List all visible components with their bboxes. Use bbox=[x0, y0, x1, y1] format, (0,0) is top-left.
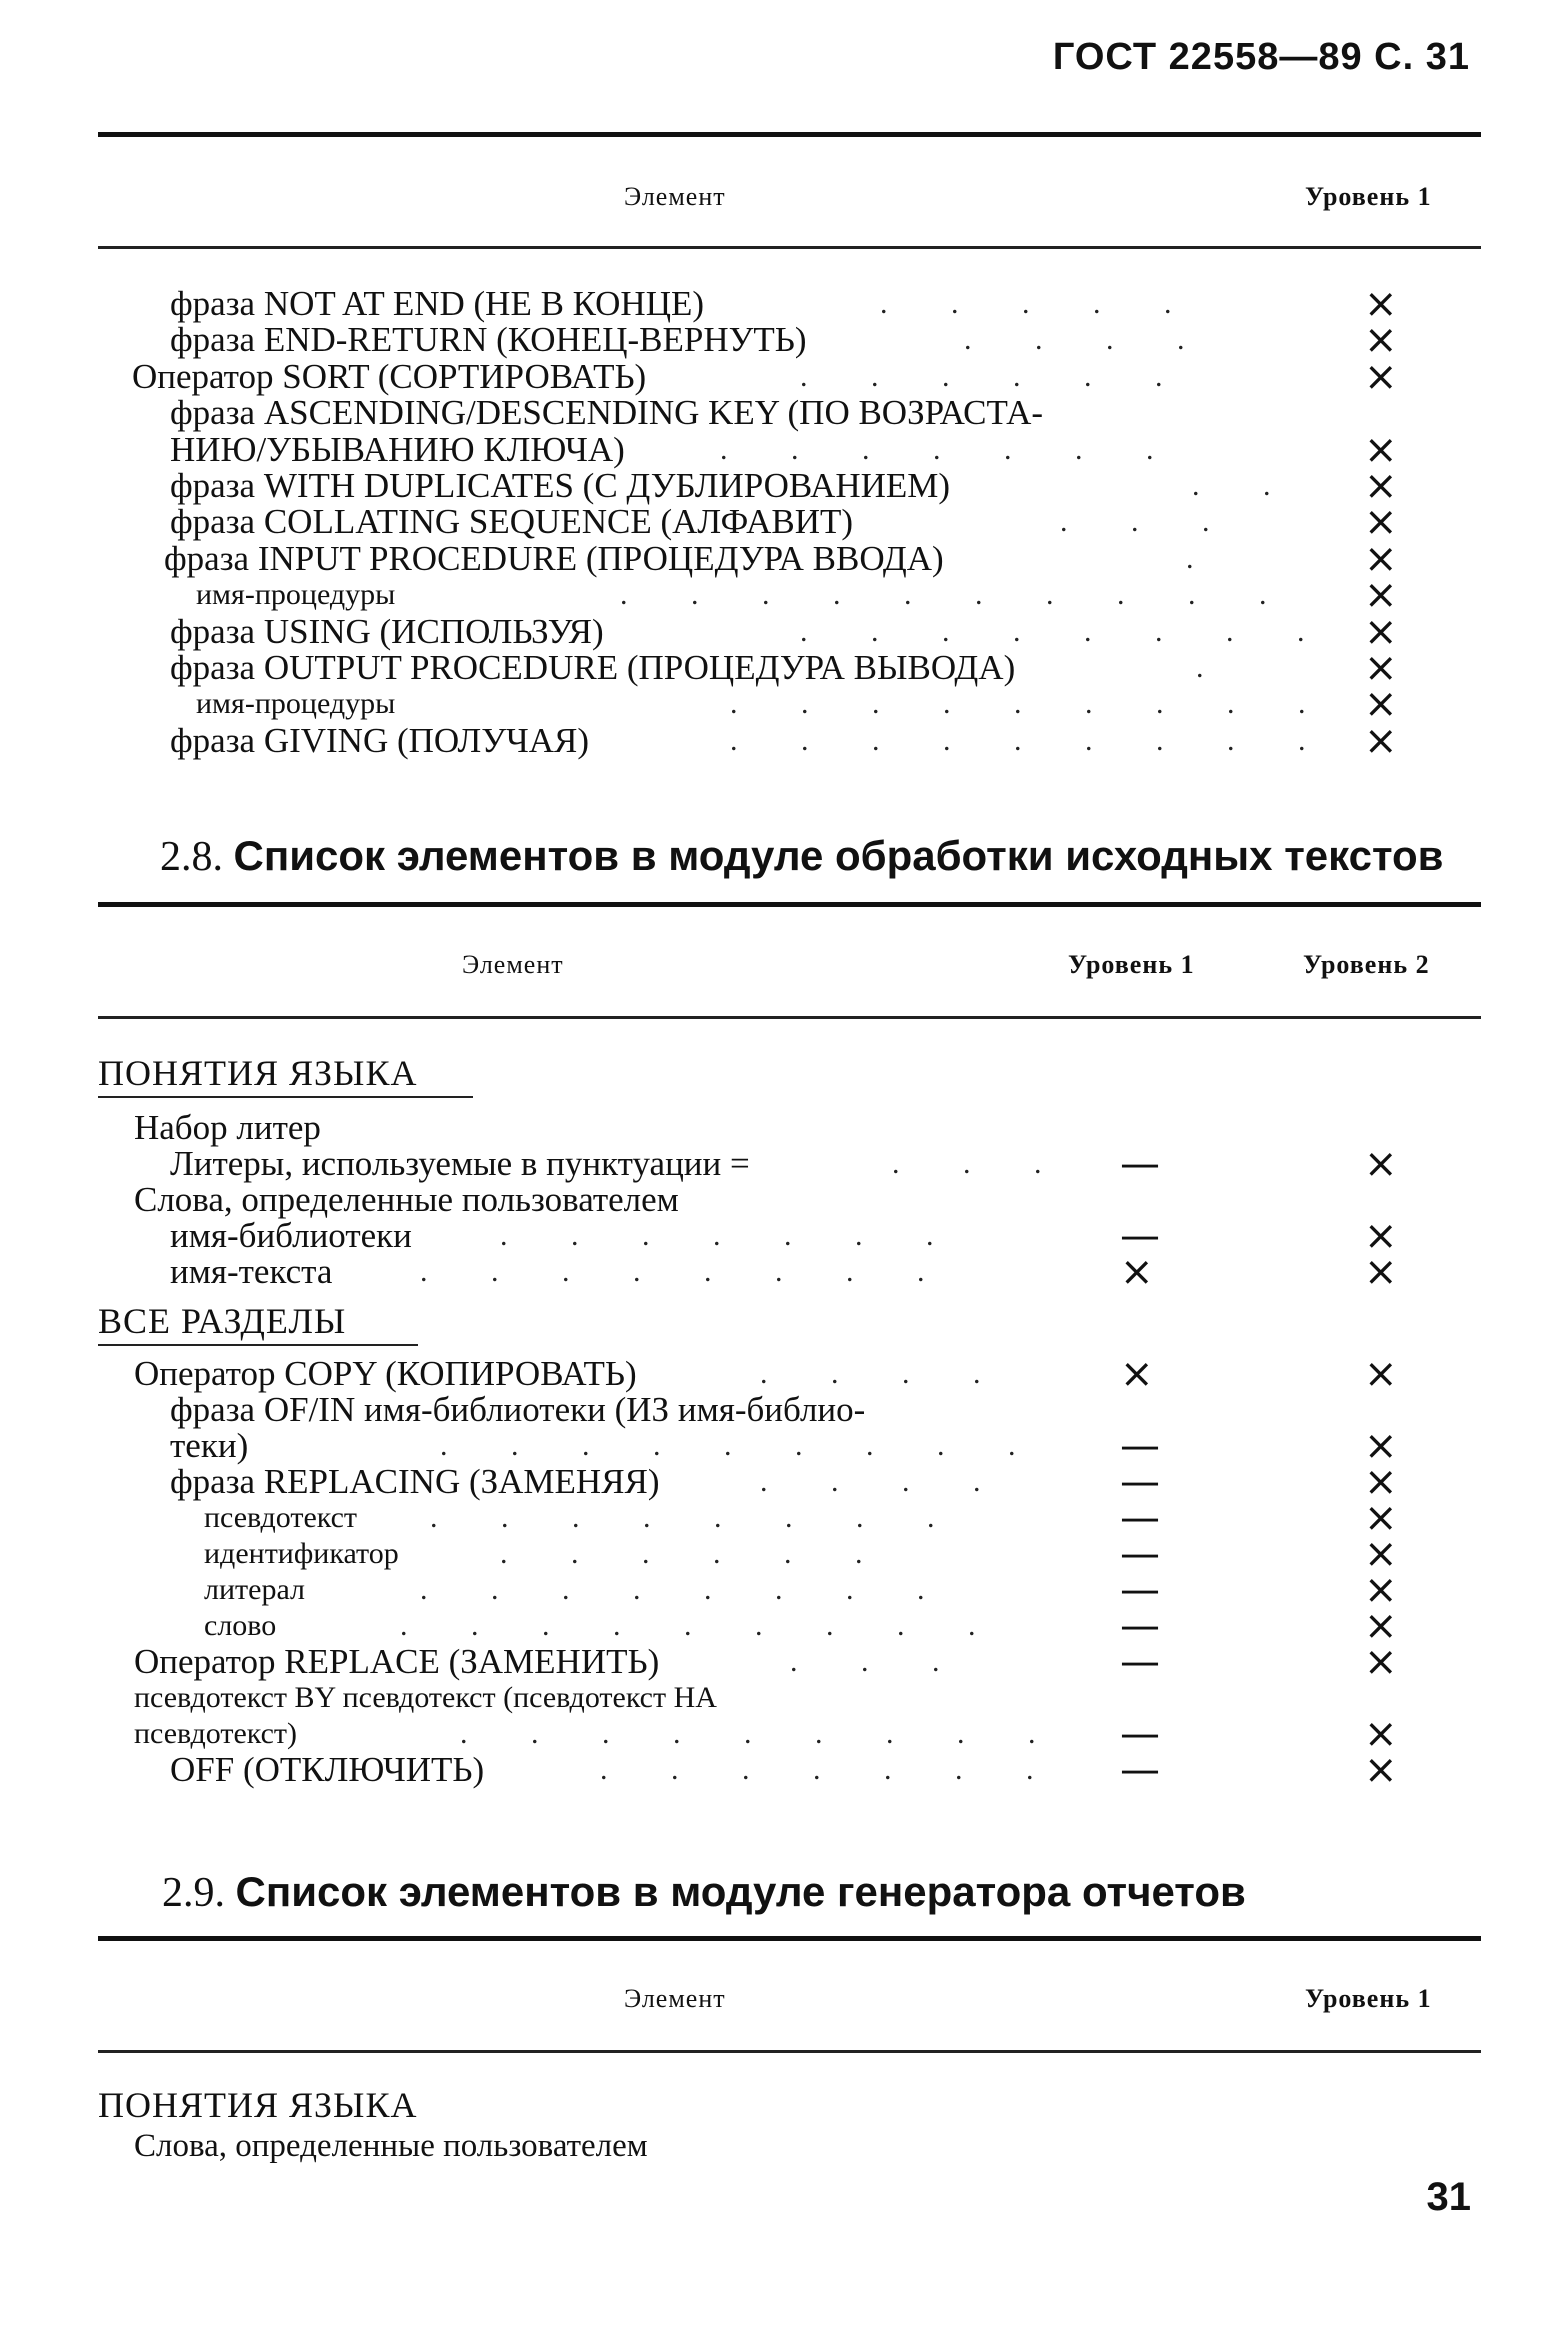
level1-mark: — bbox=[1120, 1141, 1160, 1187]
level2-mark: × bbox=[1364, 1213, 1398, 1259]
table-row bbox=[0, 535, 1566, 582]
leader-dots: . . . . . bbox=[880, 287, 1200, 320]
level2-mark: × bbox=[1364, 1747, 1398, 1793]
level1-mark: × bbox=[1120, 1249, 1154, 1295]
table2-top-rule bbox=[98, 902, 1481, 907]
table1-col-element: Элемент bbox=[624, 182, 726, 211]
table2-col-element: Элемент bbox=[462, 950, 564, 979]
row-label: фраза OF/IN имя-библиотеки (ИЗ имя-библио- bbox=[170, 1390, 866, 1429]
row-label: имя-текста bbox=[170, 1252, 333, 1291]
table-row bbox=[0, 1392, 1566, 1428]
leader-dots: . . . . . . bbox=[800, 359, 1191, 393]
page-number: 31 bbox=[1426, 2175, 1471, 2219]
row-label: Оператор COPY (КОПИРОВАТЬ) bbox=[134, 1354, 637, 1393]
section-2-9-number: 2.9. bbox=[162, 1870, 225, 1916]
level2-mark: × bbox=[1364, 1249, 1398, 1295]
row-label: Оператор REPLACE (ЗАМЕНИТЬ) bbox=[134, 1642, 660, 1681]
leader-dots: . . . . . . . . . bbox=[440, 1429, 1044, 1462]
table-row bbox=[0, 681, 1566, 728]
table1-header-rule bbox=[98, 246, 1481, 249]
page-header: ГОСТ 22558—89 С. 31 bbox=[1052, 36, 1470, 78]
level1-mark: × bbox=[1364, 535, 1398, 582]
row-label: фраза USING (ИСПОЛЬЗУЯ) bbox=[170, 611, 604, 651]
level1-mark: — bbox=[1120, 1213, 1160, 1259]
table2-col-level2: Уровень 2 bbox=[1303, 950, 1430, 979]
section-2-8-title bbox=[160, 832, 1443, 881]
row-label: фраза END-RETURN (КОНЕЦ-ВЕРНУТЬ) bbox=[170, 320, 807, 360]
leader-dots: . . . . . . . . . bbox=[730, 723, 1334, 757]
row-label: Набор литер bbox=[134, 1108, 321, 1147]
level1-mark: — bbox=[1120, 1567, 1160, 1613]
leader-dots: . . . . bbox=[964, 323, 1213, 357]
table-row bbox=[0, 1680, 1566, 1716]
section-2-8-heading: Список элементов в модуле обработки исходных текстов bbox=[233, 832, 1444, 879]
level1-mark: × bbox=[1364, 645, 1398, 691]
level1-mark: × bbox=[1364, 463, 1398, 509]
level2-mark: × bbox=[1364, 1711, 1398, 1757]
row-label: OFF (ОТКЛЮЧИТЬ) bbox=[170, 1750, 485, 1789]
row-label: фраза NOT AT END (НЕ В КОНЦЕ) bbox=[170, 284, 705, 323]
level1-mark: — bbox=[1120, 1423, 1160, 1469]
section-2-8-number: 2.8. bbox=[160, 834, 223, 880]
table-row bbox=[0, 281, 1566, 327]
level1-mark: — bbox=[1120, 1459, 1160, 1505]
level1-mark: — bbox=[1120, 1747, 1160, 1793]
table-row bbox=[0, 1639, 1566, 1685]
table-row bbox=[0, 717, 1566, 764]
level2-mark: × bbox=[1364, 1603, 1398, 1649]
table2-col-level1: Уровень 1 bbox=[1068, 950, 1195, 979]
table2-header-rule bbox=[98, 1016, 1481, 1019]
level1-mark: × bbox=[1364, 608, 1398, 655]
table-row bbox=[0, 463, 1566, 509]
leader-dots: . . . . . . . bbox=[600, 1753, 1062, 1786]
leader-dots: . . . . . . . . . bbox=[730, 687, 1334, 721]
leader-dots: . . . bbox=[892, 1147, 1070, 1180]
row-label: фраза OUTPUT PROCEDURE (ПРОЦЕДУРА ВЫВОДА) bbox=[170, 648, 1016, 687]
level1-mark: — bbox=[1120, 1639, 1160, 1685]
table-row bbox=[0, 1110, 1566, 1146]
level2-mark: × bbox=[1364, 1567, 1398, 1613]
table3-col-level1: Уровень 1 bbox=[1305, 1984, 1432, 2013]
row-label: фраза WITH DUPLICATES (С ДУБЛИРОВАНИЕМ) bbox=[170, 466, 951, 505]
row-label: литерал bbox=[204, 1573, 306, 1606]
level1-mark: × bbox=[1364, 681, 1398, 728]
row-label: фраза GIVING (ПОЛУЧАЯ) bbox=[170, 720, 589, 760]
row-label: фраза COLLATING SEQUENCE (АЛФАВИТ) bbox=[170, 502, 854, 542]
leader-dots: . . . . bbox=[760, 1465, 1009, 1498]
section-2-9-title bbox=[162, 1868, 1246, 1917]
category-language-concepts: ПОНЯТИЯ ЯЗЫКА bbox=[98, 2085, 418, 2125]
row-label: теки) bbox=[170, 1426, 249, 1465]
table-row bbox=[0, 1351, 1566, 1397]
level2-mark: × bbox=[1364, 1351, 1398, 1397]
level1-mark: × bbox=[1364, 499, 1398, 546]
table-row bbox=[0, 1459, 1566, 1505]
leader-dots: . . . bbox=[1060, 505, 1238, 539]
table3-header-rule bbox=[98, 2050, 1481, 2053]
table-row bbox=[0, 317, 1566, 364]
table-row bbox=[0, 1141, 1566, 1187]
section-2-9-heading: Список элементов в модуле генератора отчетов bbox=[235, 1868, 1246, 1915]
row-label: имя-процедуры bbox=[196, 687, 396, 721]
leader-dots: . . . . . . . . bbox=[420, 1573, 953, 1606]
table1-col-level1: Уровень 1 bbox=[1305, 182, 1432, 211]
level1-mark: × bbox=[1364, 353, 1398, 400]
leader-dots: . . . . . . . . . bbox=[460, 1717, 1064, 1750]
level2-mark: × bbox=[1364, 1495, 1398, 1541]
leader-dots: . . . . . . . . bbox=[430, 1501, 963, 1534]
level1-mark: × bbox=[1364, 426, 1398, 473]
category-language-concepts: ПОНЯТИЯ ЯЗЫКА bbox=[98, 1053, 418, 1093]
level1-mark: × bbox=[1364, 317, 1398, 364]
row-label: слово bbox=[204, 1609, 277, 1642]
leader-dots: . . . . . . . . . bbox=[400, 1609, 1004, 1642]
level1-mark: × bbox=[1120, 1351, 1154, 1397]
leader-dots: . . . . . . bbox=[500, 1537, 891, 1570]
leader-dots: . . . . . . . bbox=[500, 1219, 962, 1252]
row-label: Слова, определенные пользователем bbox=[134, 1180, 679, 1219]
level2-mark: × bbox=[1364, 1141, 1398, 1187]
table-row bbox=[0, 1495, 1566, 1541]
table-row bbox=[0, 1603, 1566, 1649]
leader-dots: . . . . bbox=[760, 1357, 1009, 1390]
level1-mark: — bbox=[1120, 1603, 1160, 1649]
category-underline bbox=[98, 1344, 418, 1346]
level2-mark: × bbox=[1364, 1531, 1398, 1577]
table-row bbox=[0, 1249, 1566, 1295]
leader-dots: . bbox=[1196, 651, 1232, 684]
table-row bbox=[0, 1747, 1566, 1793]
row-label: фраза ASCENDING/DESCENDING KEY (ПО ВОЗРАСТА- bbox=[170, 393, 1044, 433]
leader-dots: . . . . . . . . bbox=[420, 1255, 953, 1288]
row-label: имя-библиотеки bbox=[170, 1216, 412, 1255]
row-label: псевдотекст bbox=[204, 1501, 358, 1534]
table-row bbox=[0, 1423, 1566, 1469]
category-underline bbox=[98, 1096, 473, 1098]
leader-dots: . . . . . . . . . . bbox=[620, 578, 1295, 612]
row-label: псевдотекст BY псевдотекст (псевдотекст НА bbox=[134, 1681, 717, 1714]
level1-mark: × bbox=[1364, 717, 1398, 764]
level1-mark: — bbox=[1120, 1711, 1160, 1757]
table-row bbox=[0, 353, 1566, 400]
table3-top-rule bbox=[98, 1936, 1481, 1941]
table-row bbox=[0, 426, 1566, 473]
leader-dots: . bbox=[1186, 541, 1222, 575]
leader-dots: . . . . . . . . bbox=[800, 614, 1333, 648]
row-label: Литеры, используемые в пунктуации = bbox=[170, 1144, 750, 1183]
row-label: псевдотекст) bbox=[134, 1717, 298, 1750]
table-row bbox=[0, 608, 1566, 655]
level1-mark: — bbox=[1120, 1495, 1160, 1541]
table-row bbox=[0, 499, 1566, 546]
level1-mark: × bbox=[1364, 572, 1398, 619]
table-row bbox=[0, 1531, 1566, 1577]
row-label: Оператор SORT (СОРТИРОВАТЬ) bbox=[132, 356, 647, 396]
table-row bbox=[0, 1213, 1566, 1259]
leader-dots: . . . . . . . bbox=[720, 432, 1182, 466]
row-label: идентификатор bbox=[204, 1537, 399, 1570]
leader-dots: . . bbox=[1192, 469, 1299, 502]
row-label: фраза INPUT PROCEDURE (ПРОЦЕДУРА ВВОДА) bbox=[164, 538, 944, 578]
row-label: имя-процедуры bbox=[196, 578, 396, 612]
level2-mark: × bbox=[1364, 1459, 1398, 1505]
row-label: НИЮ/УБЫВАНИЮ КЛЮЧА) bbox=[170, 429, 625, 469]
table-row bbox=[0, 645, 1566, 691]
table3-col-element: Элемент bbox=[624, 1984, 726, 2013]
table-row bbox=[0, 1711, 1566, 1757]
row-label: фраза REPLACING (ЗАМЕНЯЯ) bbox=[170, 1462, 660, 1501]
level1-mark: — bbox=[1120, 1531, 1160, 1577]
level2-mark: × bbox=[1364, 1639, 1398, 1685]
table-row bbox=[0, 1182, 1566, 1218]
row-label: Слова, определенные пользователем bbox=[134, 2128, 648, 2164]
table-row bbox=[0, 1567, 1566, 1613]
leader-dots: . . . bbox=[790, 1645, 968, 1678]
table-row bbox=[0, 572, 1566, 619]
level1-mark: × bbox=[1364, 281, 1398, 327]
level2-mark: × bbox=[1364, 1423, 1398, 1469]
category-all-divisions: ВСЕ РАЗДЕЛЫ bbox=[98, 1301, 347, 1341]
table-row bbox=[0, 395, 1566, 431]
table1-top-rule bbox=[98, 132, 1481, 137]
